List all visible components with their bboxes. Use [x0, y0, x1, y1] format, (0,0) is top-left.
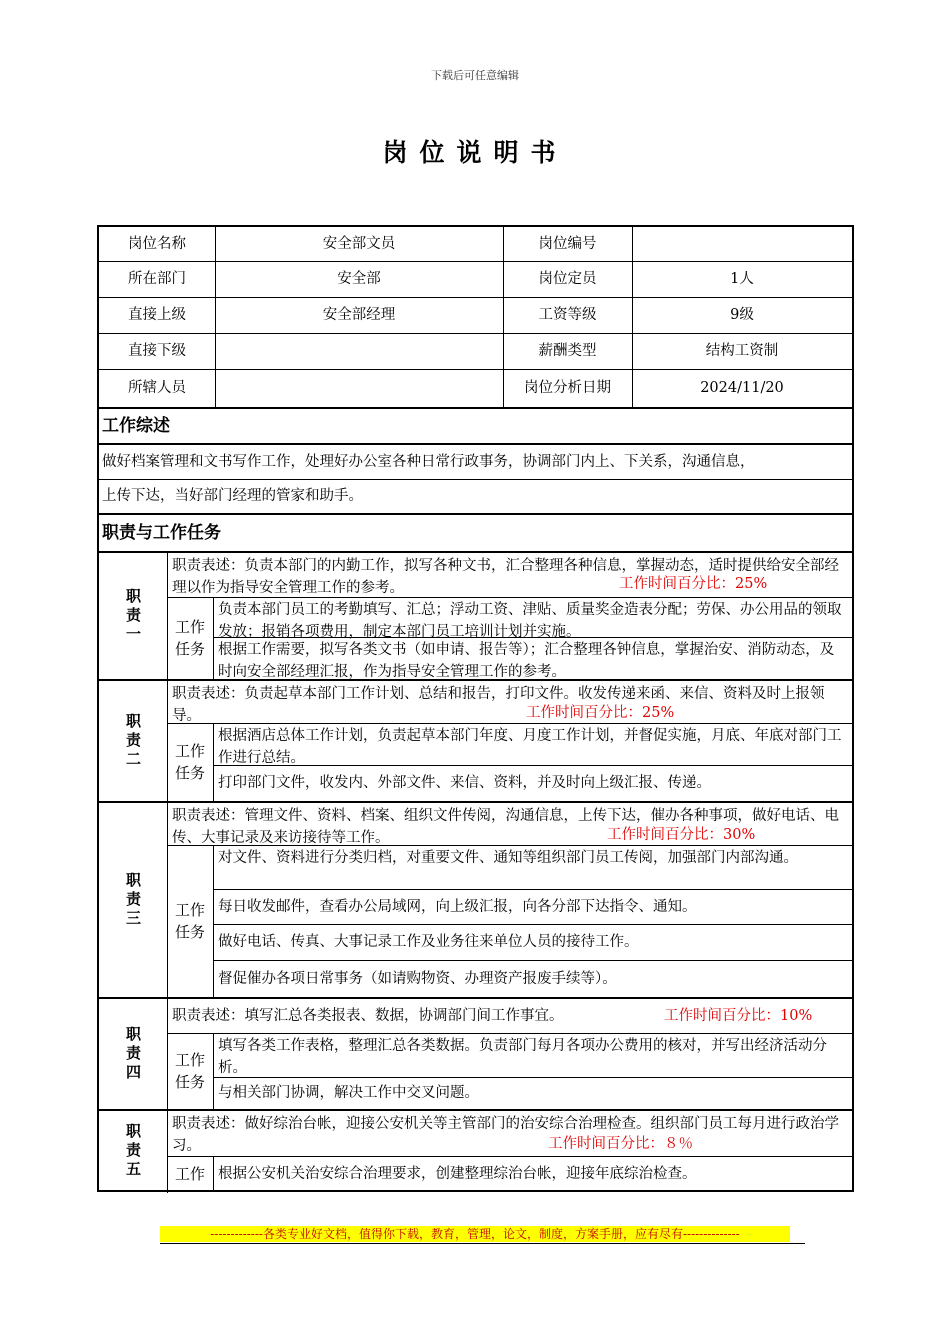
label-position-no: 岗位编号: [538, 236, 597, 252]
duty-3-task-label: 工作 任务: [174, 901, 205, 941]
summary-line-1: 做好档案管理和文书写作工作，处理好办公室各种日常行政事务，协调部门内上、下关系，沟通信息，: [102, 454, 755, 470]
summary-heading: 工作综述: [102, 416, 170, 436]
value-superior: 安全部经理: [322, 307, 396, 323]
value-pay-type: 结构工资制: [705, 343, 779, 359]
duty-1-description: 职责表述：负责本部门的内勤工作，拟写各种文书，汇合整理各种信息，掌握动态，适时提供给安全部经理以作为指导安全管理工作的参考。: [172, 558, 839, 596]
value-headcount: 1人: [730, 271, 754, 287]
label-department: 所在部门: [128, 271, 186, 287]
duty-4-description: 职责表述：填写汇总各类报表、数据，协调部门间工作事宜。: [172, 1008, 564, 1024]
duty-2-task-1: 根据酒店总体工作计划，负责起草本部门年度、月度工作计划，并督促实施，月底、年底对部门工作进行总结。: [218, 728, 842, 766]
duty-2-task-2: 打印部门文件，收发内、外部文件、来信、资料，并及时向上级汇报、传递。: [218, 775, 711, 791]
label-subordinate: 直接下级: [128, 343, 186, 359]
document-title: 岗位说明书: [382, 138, 568, 167]
duty-5-task-1: 根据公安机关治安综合治理要求，创建整理综治台帐，迎接年底综治检查。: [218, 1166, 697, 1182]
label-staff: 所辖人员: [128, 380, 186, 396]
value-analysis-date: 2024/11/20: [700, 380, 784, 396]
value-subordinate: [215, 333, 503, 369]
duty-2-description: 职责表述：负责起草本部门工作计划、总结和报告，打印文件。收发传递来函、来信、资料及时上报领导。: [172, 686, 825, 724]
duty-5-description: 职责表述：做好综治台帐，迎接公安机关等主管部门的治安综合治理检查。组织部门员工每月进行政治学习。: [172, 1116, 839, 1154]
duty-4-task-1: 填写各类工作表格，整理汇总各类数据。负责部门每月各项办公费用的核对，并写出经济活动分析。: [218, 1038, 827, 1076]
duty-3-time-percentage: 工作时间百分比：30%: [607, 827, 756, 843]
duty-5-label: 职责五: [124, 1123, 142, 1180]
duty-1-task-label: 工作 任务: [174, 618, 205, 658]
duty-5-time-percentage: 工作时间百分比：８％: [548, 1136, 693, 1152]
duty-4-label: 职责四: [124, 1025, 142, 1083]
duty-1-task-2: 根据工作需要，拟写各类文书（如申请、报告等）；汇合整理各钟信息，掌握治安、消防动态，及时向安全部经理汇报，作为指导安全管理工作的参考。: [218, 642, 835, 680]
duty-5-task-label: 工作: [174, 1165, 205, 1183]
job-description-table: [97, 225, 854, 1192]
duty-1-time-percentage: 工作时间百分比：25%: [619, 576, 768, 592]
duty-3-label: 职责三: [124, 871, 142, 929]
label-analysis-date: 岗位分析日期: [524, 380, 611, 396]
duty-3-task-3: 做好电话、传真、大事记录工作及业务往来单位人员的接待工作。: [218, 934, 639, 950]
duty-4-time-percentage: 工作时间百分比：10%: [664, 1008, 813, 1024]
label-superior: 直接上级: [128, 307, 186, 323]
footer-banner: -------------各类专业好文档，值得你下载，教育，管理，论文，制度，方案手册，应有尽有--------------: [160, 1226, 790, 1242]
duty-3-task-2: 每日收发邮件，查看办公局域网，向上级汇报，向各分部下达指令、通知。: [218, 898, 697, 915]
duty-1-task-1: 负责本部门员工的考勤填写、汇总；浮动工资、津贴、质量奖金造表分配；劳保、办公用品的领取发放；报销各项费用，制定本部门员工培训计划并实施。: [218, 602, 842, 640]
label-pay-type: 薪酬类型: [538, 343, 597, 359]
value-position-no: [632, 227, 852, 261]
footer-underline: [160, 1243, 805, 1244]
duty-3-description: 职责表述：管理文件、资料、档案、组织文件传阅，沟通信息，上传下达，催办各种事项，做好电话、电传、大事记录及来访接待等工作。: [172, 808, 839, 846]
header-note: 下载后可任意编辑: [431, 69, 519, 82]
label-headcount: 岗位定员: [538, 271, 597, 287]
duty-4-task-label: 工作 任务: [174, 1051, 205, 1091]
duty-2-label: 职责二: [124, 712, 142, 770]
duty-2-task-label: 工作 任务: [174, 742, 205, 782]
duties-heading: 职责与工作任务: [102, 523, 221, 543]
value-salary-grade: 9级: [730, 307, 754, 323]
duty-2-time-percentage: 工作时间百分比：25%: [526, 705, 675, 721]
duty-3-task-1: 对文件、资料进行分类归档，对重要文件、通知等组织部门员工传阅，加强部门内部沟通。: [218, 850, 798, 866]
duty-1-label: 职责一: [124, 587, 142, 645]
value-staff: [215, 369, 503, 407]
value-position-name: 安全部文员: [322, 236, 396, 252]
label-salary-grade: 工资等级: [538, 307, 597, 323]
duty-3-task-4: 督促催办各项日常事务（如请购物资、办理资产报废手续等）。: [218, 970, 617, 987]
label-position-name: 岗位名称: [128, 236, 186, 252]
summary-line-2: 上传下达，当好部门经理的管家和助手。: [102, 488, 363, 504]
duty-4-task-2: 与相关部门协调，解决工作中交叉问题。: [218, 1085, 479, 1101]
value-department: 安全部: [337, 271, 381, 287]
